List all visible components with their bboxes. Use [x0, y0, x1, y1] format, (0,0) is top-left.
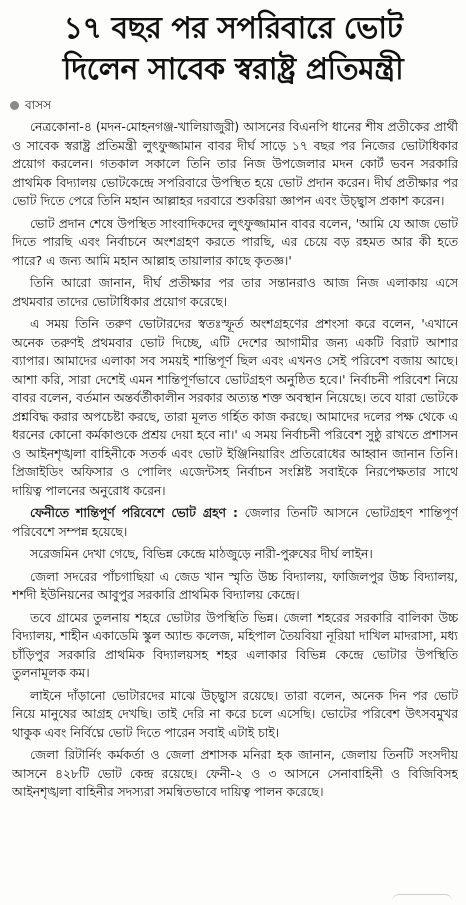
subsection-paragraph-5: জেলা রিটার্নিং কর্মকর্তা ও জেলা প্রশাসক মনিরা হক জানান, জেলায় তিনটি সংসদীয় আসনে ৪২৮টি ভোট কেন্দ্র রয়েছে। ফেনী-২ ও ৩ আসনে সেনাবাহিনী ও বিজিবিসহ আইনশৃঙ্খলা বাহিনীর সদস্যরা সমন্বিতভাবে দায়িত্ব পালন করেছে।: [12, 748, 458, 799]
headline-line-1: ১৭ বছর পর সপরিবারে ভোট: [63, 11, 403, 46]
subsection-paragraph-4: লাইনে দাঁড়ানো ভোটারদের মাঝে উচ্ছ্বাস রয়েছে। তারা বলেন, অনেক দিন পর ভোট নিয়ে মানুষের আগ্রহ দেখছি। তাই দেরি না করে চলে এসেছি। ভোটের পরিবেশ উৎসবমুখর থাকুক এবং নির্বিঘ্নে ভোট দিতে পারেন সবাই এটাই চাই।: [12, 688, 458, 740]
subsection-heading: ফেনীতে শান্তিপূর্ণ পরিবেশে ভোট গ্রহণ :: [30, 506, 238, 520]
article-body: [12, 118, 458, 899]
paragraph-2: ভোট প্রদান শেষে উপস্থিত সাংবাদিকদের লুৎফুজ্জামান বাবর বলেন, 'আমি যে আজ ভোট দিতে পারছি এবং নির্বাচনে অংশগ্রহণ করতে পারছি, এর চেয়ে বড় রহমত আর কী হতে পারে? এ জন্য আমি মহান আল্লাহ তায়ালার কাছে কৃতজ্ঞ।': [12, 216, 458, 268]
subsection-lead-paragraph: [12, 504, 458, 541]
paragraph-4: এ সময় তিনি তরুণ ভোটারদের স্বতঃস্ফূর্ত অংশগ্রহণের প্রশংসা করে বলেন, 'এখানে অনেক তরুণই প্রথমবার ভোট দিচ্ছে, এটি দেশের আগামীর জন্য একটি বিরাট আশার ব্যাপার। আমাদের এলাকা সব সময়ই শান্তিপূর্ণ ছিল এবং এখনও সেই পরিবেশ বজায় আছে। আশা করি, সারা দেশেই এমন শান্তিপূর্ণভাবে ভোটগ্রহণ অনুষ্ঠিত হবে।' নির্বাচনী পরিবেশ নিয়ে বাবর বলেন, বর্তমান অন্তর্বর্তীকালীন সরকার অত্যন্ত শক্ত অবস্থান নিয়েছে। তবে যারা ভোটকে প্রশ্নবিদ্ধ করার অপচেষ্টা করছে, তারা মূলত গর্হিত কাজ করছে। আমাদের দলের পক্ষ থেকে এ ধরনের কোনো কর্মকাণ্ডকে প্রশ্রয় দেয়া হবে না।' এ সময় নির্বাচনী পরিবেশ সুষ্ঠু রাখতে প্রশাসন ও আইনশৃঙ্খলা বাহিনীকে সতর্ক এবং ভোট ইঞ্জিনিয়ারিং প্রতিরোধের আহ্বান জানান তিনি। প্রিজাইডিং অফিসার ও পোলিং এজেন্টসহ নির্বাচন সংশ্লিষ্ট সবাইকে নিরপেক্ষতার সাথে দায়িত্ব পালনের অনুরোধ করেন।: [12, 317, 458, 498]
bullet-dot-icon: [10, 101, 19, 110]
subsection-paragraph-2: জেলা সদরের পাঁচগাছিয়া এ জেড খান স্মৃতি উচ্চ বিদ্যালয়, ফাজিলপুর উচ্চ বিদ্যালয়, শর্শদী ইউনিয়নের আবুপুর সরকারি প্রাথমিক বিদ্যালয় কেন্দ্রে।: [12, 569, 458, 602]
byline-source: বাসস: [25, 98, 52, 112]
subsection-paragraph-1: সরেজমিন দেখা গেছে, বিভিন্ন কেন্দ্রে মাঠজুড়ে নারী-পুরুষের দীর্ঘ লাইন।: [30, 547, 373, 561]
paragraph-3: তিনি আরো জানান, দীর্ঘ প্রতীক্ষার পর তার সন্তানরাও আজ নিজ এলাকায় এসে প্রথমবার তাদের ভোটাধিকার প্রয়োগ করেছে।: [12, 276, 458, 309]
subsection-lead: জেলার তিনটি আসনে ভোটগ্রহণ শান্তিপূর্ণ পরিবেশে সম্পন্ন হয়েছে।: [12, 506, 458, 539]
headline: [4, 8, 462, 90]
byline: [10, 96, 51, 114]
page-edge-mark: [392, 894, 452, 901]
subsection-paragraph-3: তবে গ্রামের তুলনায় শহরে ভোটার উপস্থিতি ভিন্ন। জেলা শহরের সরকারি বালিকা উচ্চ বিদ্যালয়, শাহীন একাডেমি স্কুল অ্যান্ড কলেজ, মহিপাল তৈয়বিয়া নূরিয়া দাখিল মাদরাসা, মধ্য চাঁড়িপুর সরকারি প্রাথমিক বিদ্যালয়সহ শহর এলাকার বিভিন্ন কেন্দ্রে ভোটার উপস্থিতি তুলনামূলক কম।: [12, 610, 458, 680]
paragraph-1: নেত্রকোনা-৪ (মদন-মোহনগঞ্জ-খালিয়াজুরী) আসনের বিএনপি ধানের শীষ প্রতীকের প্রার্থী ও সাবেক স্বরাষ্ট্র প্রতিমন্ত্রী লুৎফুজ্জামান বাবর দীর্ঘ সাড়ে ১৭ বছর পর নিজের ভোটাধিকার প্রয়োগ করলেন। গতকাল সকালে তিনি তার নিজ উপজেলার মদন কোর্ট ভবন সরকারি প্রাথমিক বিদ্যালয় ভোটকেন্দ্রে সপরিবারে উপস্থিত হয়ে ভোট প্রদান করেন। দীর্ঘ প্রতীক্ষার পর ভোট দিতে পেরে তিনি মহান আল্লাহর দরবারে শুকরিয়া জ্ঞাপন এবং উচ্ছ্বাস প্রকাশ করেন।: [12, 120, 458, 208]
headline-line-2: দিলেন সাবেক স্বরাষ্ট্র প্রতিমন্ত্রী: [62, 52, 404, 87]
